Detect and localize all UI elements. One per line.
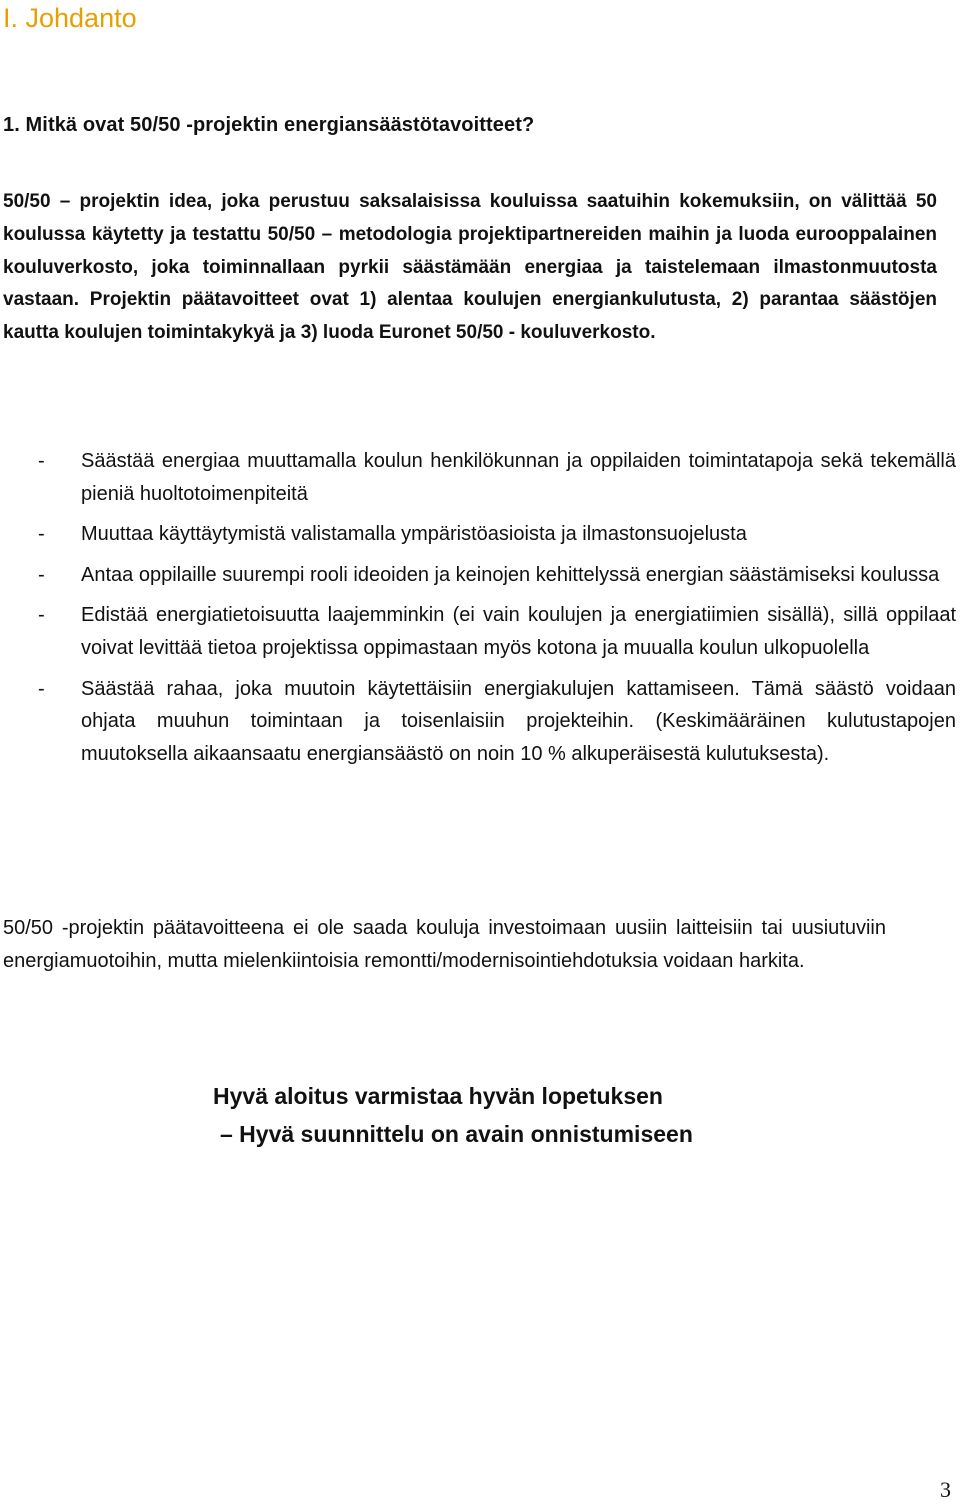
goal-text: Säästää rahaa, joka muutoin käytettäisiin energiakulujen kattamiseen. Tämä säästö voidaan ohjata muuhun toimintaan ja toisenlaisiin projekteihin. (Keskimääräinen kulutustapojen muutoksella aikaansaatu energiansäästö on noin 10 % alkuperäisestä kulutuksesta). bbox=[81, 677, 956, 765]
list-dash: - bbox=[38, 450, 45, 472]
slogan-line-1: Hyvä aloitus varmistaa hyvän lopetuksen bbox=[213, 1083, 663, 1109]
goal-item bbox=[0, 445, 957, 510]
section-heading: 1. Mitkä ovat 50/50 -projektin energiansäästötavoitteet? bbox=[3, 114, 535, 136]
slogan bbox=[213, 1077, 693, 1153]
goal-text: Antaa oppilaille suurempi rooli ideoiden ja keinojen kehittelyssä energian säästämiseksi koulussa bbox=[81, 563, 940, 586]
goal-item bbox=[0, 673, 957, 771]
slogan-line-2: – Hyvä suunnittelu on avain onnistumiseen bbox=[220, 1121, 693, 1147]
goal-item bbox=[0, 518, 957, 551]
intro-paragraph: 50/50 – projektin idea, joka perustuu saksalaisissa kouluissa saatuihin kokemuksiin, on välittää 50 koulussa käytetty ja testattu 50/50 – metodologia projektipartnereiden maihin ja luoda eurooppalainen kouluverkosto, joka toiminnallaan pyrkii säästämään energiaa ja taistelemaan ilmastonmuutosta vastaan. Projektin päätavoitteet ovat 1) alentaa koulujen energiankulutusta, 2) parantaa säästöjen kautta koulujen toimintakykyä ja 3) luoda Euronet 50/50 - kouluverkosto. bbox=[3, 191, 937, 344]
chapter-title: I. Johdanto bbox=[3, 3, 137, 33]
goal-item bbox=[0, 559, 957, 592]
goals-list bbox=[0, 445, 957, 778]
list-dash: - bbox=[38, 604, 45, 627]
page-number: 3 bbox=[940, 1477, 951, 1502]
goal-item bbox=[0, 599, 957, 664]
list-dash: - bbox=[38, 523, 45, 546]
list-dash: - bbox=[38, 677, 45, 700]
goal-text: Muuttaa käyttäytymistä valistamalla ympäristöasioista ja ilmastonsuojelusta bbox=[81, 523, 747, 546]
closing-paragraph: 50/50 -projektin päätavoitteena ei ole saada kouluja investoimaan uusiin laitteisiin tai uusiutuviin energiamuotoihin, mutta mielenkiintoisia remontti/modernisointiehdotuksia voidaan harkita. bbox=[3, 917, 886, 972]
list-dash: - bbox=[38, 563, 45, 586]
goal-text: Säästää energiaa muuttamalla koulun henkilökunnan ja oppilaiden toimintatapoja sekä tekemällä pieniä huoltotoimenpiteitä bbox=[81, 450, 956, 505]
goal-text: Edistää energiatietoisuutta laajemminkin (ei vain koulujen ja energiatiimien sisällä), sillä oppilaat voivat levittää tietoa projektissa oppimastaan myös kotona ja muualla koulun ulkopuolella bbox=[81, 604, 956, 659]
